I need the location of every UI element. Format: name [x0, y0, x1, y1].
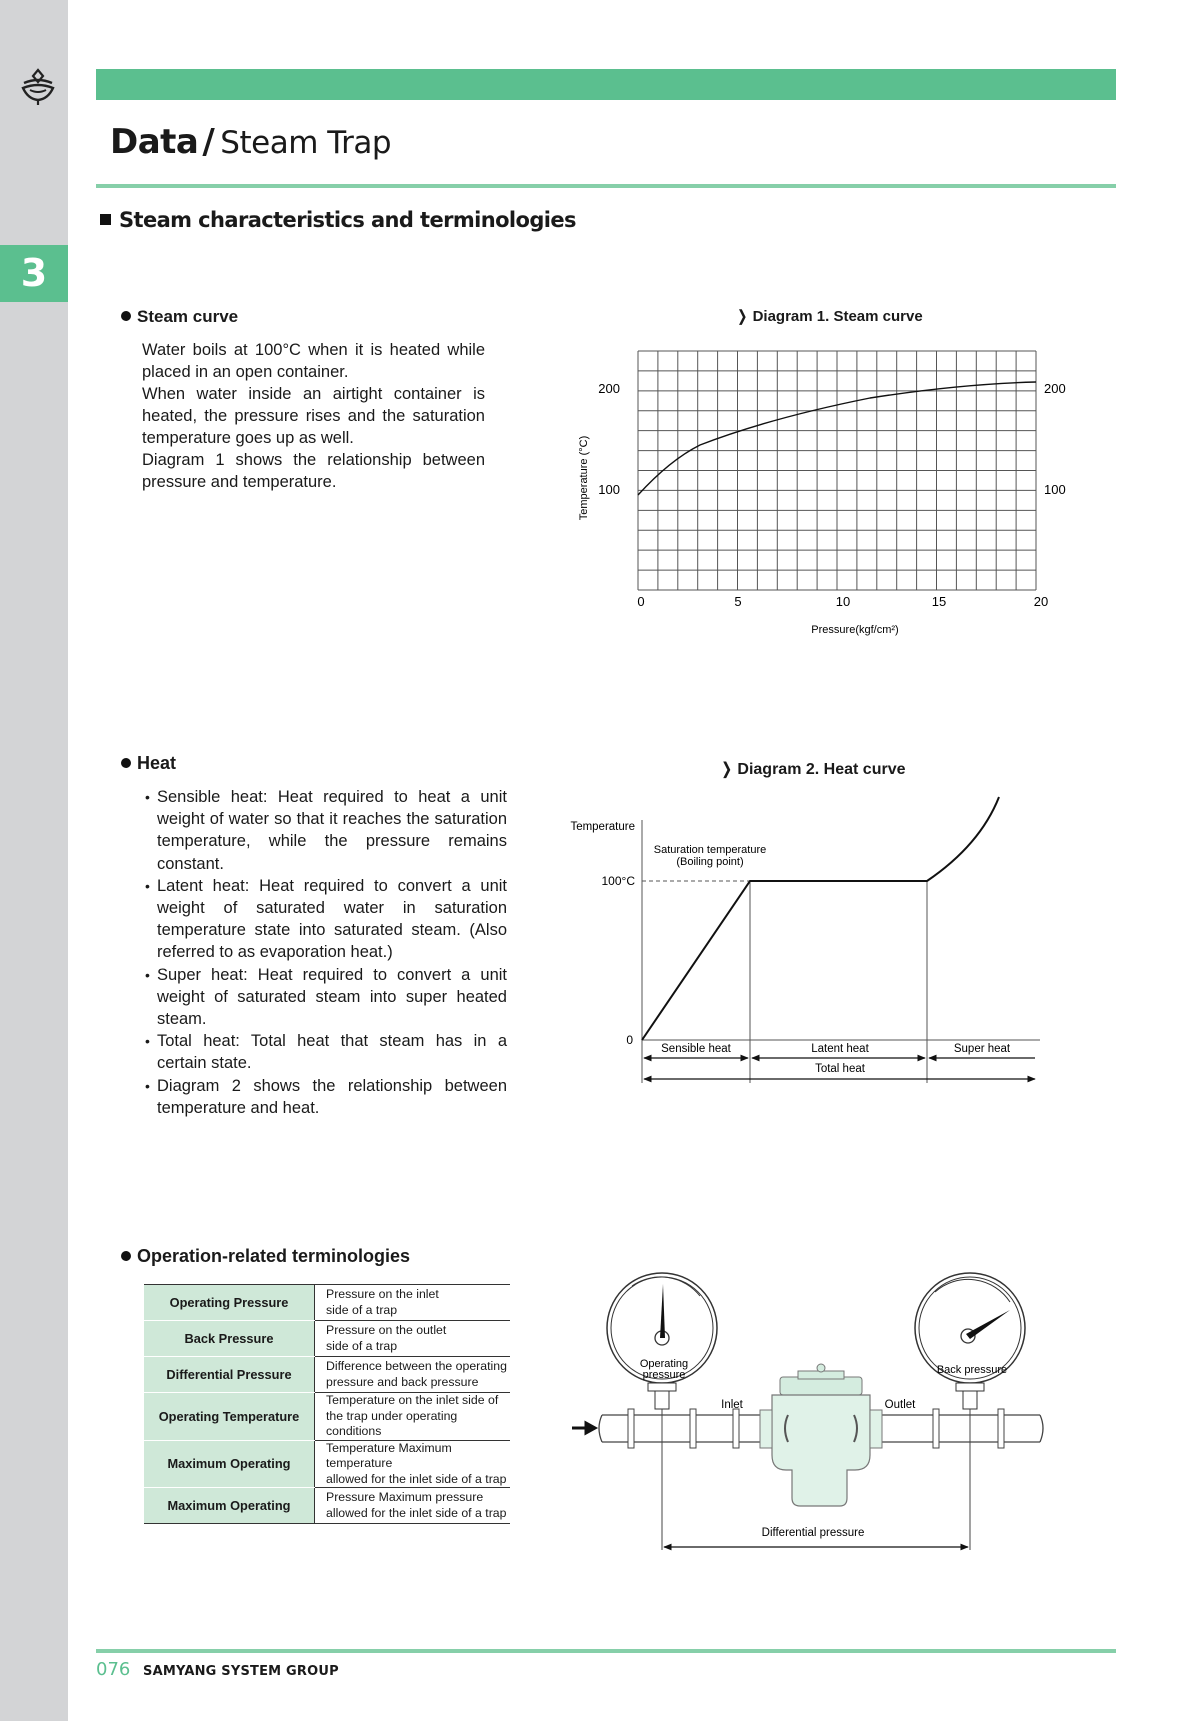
definition-line: Pressure on the inlet: [326, 1287, 439, 1301]
definition-cell: [315, 1357, 511, 1393]
table-row: [144, 1357, 510, 1393]
table-row: [144, 1285, 510, 1321]
heat-heading: [121, 753, 176, 774]
definition-cell: [315, 1285, 511, 1321]
operation-heading: [121, 1246, 410, 1267]
bullet-dot-icon: [121, 758, 131, 768]
temperature-axis-label: Temperature: [570, 821, 635, 833]
flow-arrow-icon: [572, 1423, 595, 1433]
definition-line: the trap under operating conditions: [326, 1408, 458, 1438]
table-row: [144, 1488, 510, 1524]
chevron-right-icon: ❭: [720, 761, 734, 778]
boiling-point-annotation: (Boiling point): [676, 856, 744, 868]
section-heading: [100, 208, 576, 232]
definition-line: Pressure on the outlet: [326, 1323, 447, 1337]
term-cell: Maximum Operating: [144, 1440, 315, 1488]
inlet-label: Inlet: [721, 1399, 743, 1411]
y-tick-right-100: 100: [1044, 482, 1066, 497]
definition-cell: [315, 1321, 511, 1357]
x-tick-20: 20: [1033, 594, 1049, 609]
operating-pressure-label: Operating: [639, 1358, 689, 1370]
heat-bullet-item: • Total heat: Total heat that steam has in a certain state.: [145, 1030, 507, 1074]
saturation-annotation: Saturation temperature: [653, 844, 767, 856]
definition-line: Difference between the operating: [326, 1359, 507, 1373]
steam-curve-heading: [121, 307, 238, 327]
page-title-main: Data: [110, 122, 199, 162]
definition-line: Temperature on the inlet side of: [326, 1393, 499, 1407]
back-pressure-label: Back pressure: [936, 1364, 1008, 1376]
section-heading-text: Steam characteristics and terminologies: [119, 208, 576, 232]
chevron-right-icon: ❭: [736, 308, 749, 325]
term-cell: Operating Pressure: [144, 1285, 315, 1321]
heat-curve-line: [642, 797, 999, 1040]
boiling-point-tick: 100°C: [601, 874, 635, 888]
definition-cell: [315, 1488, 511, 1524]
company-name: SAMYANG SYSTEM GROUP: [143, 1664, 339, 1679]
y-tick-right-200: 200: [1044, 381, 1066, 396]
back-pressure-gauge: [915, 1273, 1025, 1409]
steam-trap-diagram: [560, 1270, 1060, 1555]
definition-line: Temperature Maximum temperature: [326, 1440, 452, 1470]
y-tick-left-200: 200: [598, 381, 620, 396]
x-tick-0: 0: [637, 594, 645, 609]
steam-curve-heading-text: Steam curve: [137, 307, 239, 326]
heat-curve-diagram: [560, 790, 1060, 1090]
page-title-separator: /: [202, 122, 215, 162]
page-title: [110, 122, 391, 162]
differential-pressure-label: Differential pressure: [761, 1527, 865, 1539]
samyang-logo-icon: [18, 66, 58, 106]
diagram1-caption-text: Diagram 1. Steam curve: [752, 308, 923, 325]
diagram2-caption: [720, 759, 905, 779]
definition-line: allowed for the inlet side of a trap: [326, 1505, 507, 1520]
super-heat-label: Super heat: [953, 1043, 1011, 1055]
sensible-heat-label: Sensible heat: [661, 1043, 731, 1055]
square-bullet-icon: [100, 214, 111, 225]
y-axis-label: Temperature (°C): [578, 435, 590, 521]
heat-bullet-list: [145, 786, 507, 1119]
title-divider: [96, 184, 1116, 188]
terminology-table: [144, 1284, 510, 1524]
operating-pressure-label: pressure: [642, 1369, 686, 1381]
y-tick-left-100: 100: [598, 482, 620, 497]
latent-heat-label: Latent heat: [811, 1043, 869, 1055]
term-cell: Operating Temperature: [144, 1393, 315, 1441]
diagram2-caption-text: Diagram 2. Heat curve: [737, 761, 906, 778]
table-row: [144, 1321, 510, 1357]
x-axis-label: Pressure(kgf/cm²): [811, 624, 899, 636]
definition-line: side of a trap: [326, 1302, 398, 1317]
steam-curve-diagram: [570, 340, 1070, 640]
heat-bullet-item: • Diagram 2 shows the relationship between temperature and heat.: [145, 1075, 507, 1119]
operating-pressure-gauge: [607, 1273, 717, 1409]
total-heat-label: Total heat: [815, 1063, 865, 1075]
diagram1-grid: [638, 351, 1036, 590]
definition-line: Pressure Maximum pressure: [326, 1490, 484, 1504]
steam-curve-paragraph: Water boils at 100°C when it is heated while placed in an open container.: [142, 341, 485, 381]
x-tick-10: 10: [835, 594, 851, 609]
page-number: 076: [96, 1659, 131, 1680]
zero-label: 0: [626, 1033, 633, 1047]
bullet-dot-icon: [121, 311, 131, 321]
table-row: [144, 1440, 510, 1488]
steam-trap-body: [760, 1364, 882, 1506]
definition-line: pressure and back pressure: [326, 1374, 479, 1389]
heat-bullet-item: • Latent heat: Heat required to convert a unit weight of saturated water in saturation temperature state into saturated steam. (Also referred to as evaporation heat.): [145, 875, 507, 964]
x-tick-5: 5: [734, 594, 742, 609]
operation-heading-text: Operation-related terminologies: [137, 1246, 411, 1266]
term-cell: Maximum Operating: [144, 1488, 315, 1524]
footer-divider: [96, 1649, 1116, 1653]
table-row: [144, 1393, 510, 1441]
term-cell: Differential Pressure: [144, 1357, 315, 1393]
steam-curve-description: [142, 339, 485, 493]
definition-cell: [315, 1440, 511, 1488]
heat-heading-text: Heat: [137, 753, 177, 773]
term-cell: Back Pressure: [144, 1321, 315, 1357]
header-band: [96, 69, 1116, 100]
x-tick-15: 15: [931, 594, 947, 609]
heat-bullet-item: • Sensible heat: Heat required to heat a unit weight of water so that it reaches the saturation temperature, while the pressure remains constant.: [145, 786, 507, 875]
page-title-sub: Steam Trap: [220, 125, 392, 161]
definition-line: side of a trap: [326, 1338, 398, 1353]
definition-cell: [315, 1393, 511, 1441]
chapter-number-tab: 3: [0, 245, 68, 302]
diagram1-caption: [736, 307, 923, 325]
heat-bullet-item: • Super heat: Heat required to convert a unit weight of saturated steam into super heated steam.: [145, 964, 507, 1031]
steam-curve-paragraph: Diagram 1 shows the relationship between pressure and temperature.: [142, 451, 485, 491]
steam-curve-paragraph: When water inside an airtight container is heated, the pressure rises and the saturation temperature goes up as well.: [142, 385, 485, 447]
bullet-dot-icon: [121, 1251, 131, 1261]
definition-line: allowed for the inlet side of a trap: [326, 1471, 507, 1486]
outlet-label: Outlet: [884, 1399, 916, 1411]
